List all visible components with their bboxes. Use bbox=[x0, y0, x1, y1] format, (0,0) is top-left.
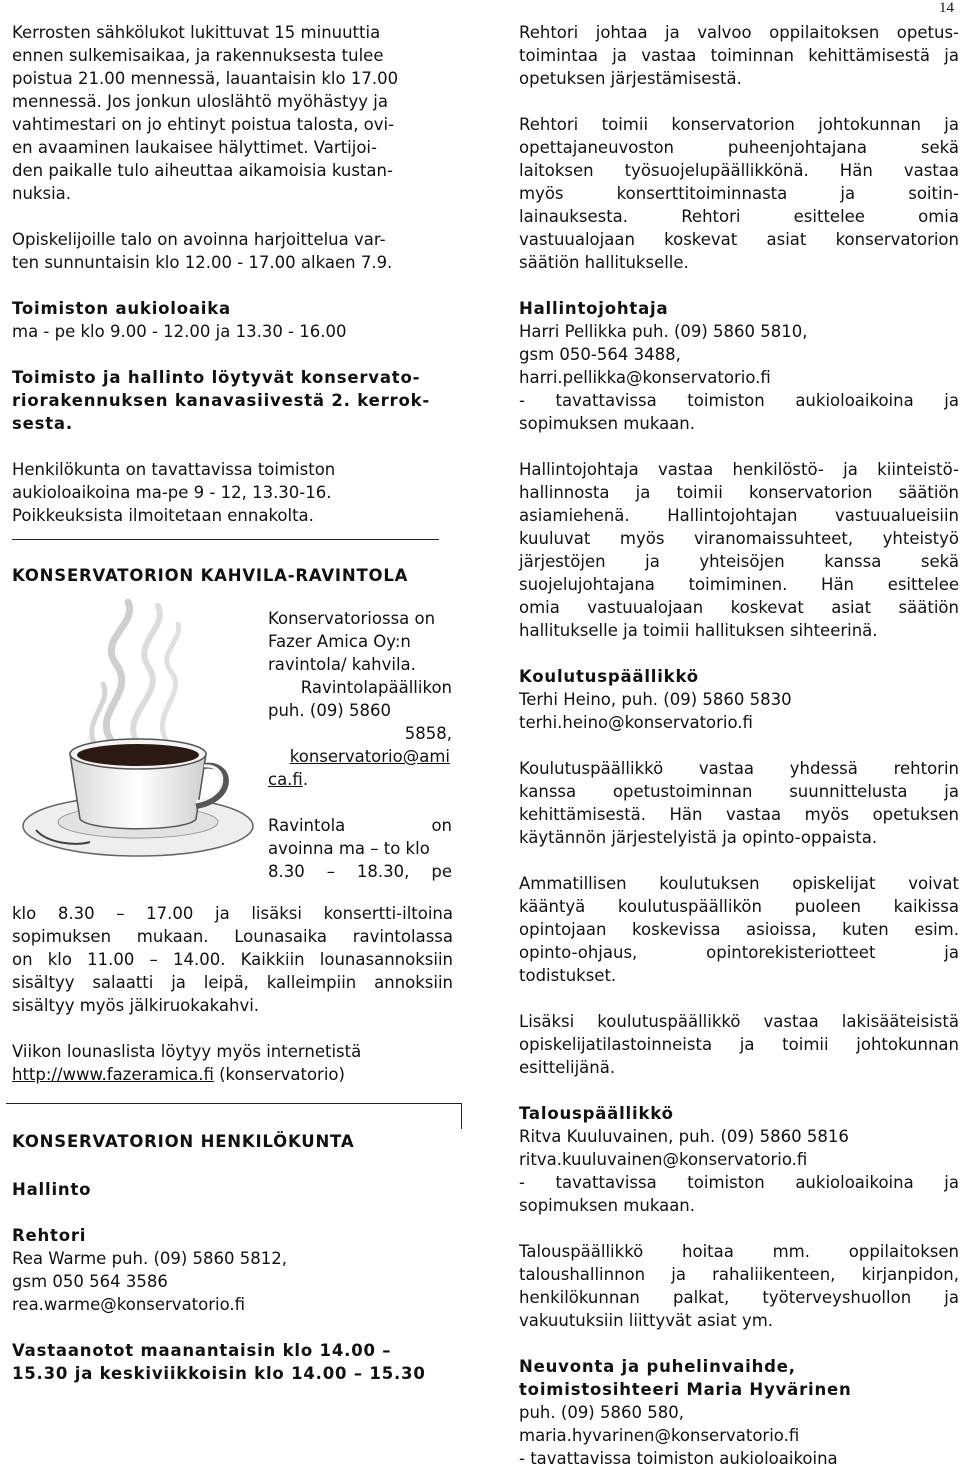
office-location-paragraph bbox=[12, 366, 453, 435]
text-line: klo 8.30 – 17.00 ja lisäksi konsertti-iltoina bbox=[12, 904, 453, 923]
text-line: Harri Pellikka puh. (09) 5860 5810, bbox=[519, 322, 808, 341]
text-line: harri.pellikka@konservatorio.fi bbox=[519, 368, 771, 387]
cafe-hours-paragraph bbox=[12, 902, 453, 1086]
text-line: toimintaa ja vastaa toiminnan kehittämisestä ja bbox=[519, 46, 959, 65]
text-line: opettajaneuvoston puheenjohtajana sekä bbox=[519, 138, 959, 157]
text-line: - tavattavissa toimiston aukioloaikoina bbox=[519, 1449, 838, 1468]
text-line: gsm 050 564 3586 bbox=[12, 1272, 168, 1291]
finance-manager-heading: Talouspäällikkö bbox=[519, 1104, 674, 1123]
building-lock-paragraph bbox=[12, 21, 453, 205]
cafe-email-link[interactable]: ca.fi bbox=[268, 770, 303, 789]
text-line: aukioloaikoina ma-pe 9 - 12, 13.30-16. bbox=[12, 483, 332, 502]
rector-board-description bbox=[519, 113, 959, 274]
text-line: Lisäksi koulutuspäällikkö vastaa lakisääteisistä bbox=[519, 1012, 959, 1031]
cafe-email-link[interactable]: konservatorio@ami bbox=[289, 747, 450, 766]
text-line: opiskelijatilastoinneista ja toimii johtokunnan bbox=[519, 1035, 959, 1054]
text-line: Poikkeuksista ilmoitetaan ennakolta. bbox=[12, 506, 314, 525]
text-line: terhi.heino@konservatorio.fi bbox=[519, 713, 753, 732]
text-line: hallinnosta ja toimii konservatorion säätiön bbox=[519, 483, 959, 502]
staff-section bbox=[12, 1130, 453, 1385]
text-span: Konservatoriossa on bbox=[268, 609, 436, 628]
text-line: Ravintolapäällikon bbox=[300, 678, 452, 697]
finance-description bbox=[519, 1240, 959, 1332]
staff-availability-paragraph bbox=[12, 458, 453, 527]
text-line: nuksia. bbox=[12, 184, 72, 203]
text-line: Rehtori johtaa ja valvoo oppilaitoksen opetus- bbox=[519, 23, 959, 42]
text-line: taloushallinnon ja rahaliikenteen, kirjanpidon, bbox=[519, 1265, 959, 1284]
section-box-top bbox=[6, 1103, 462, 1104]
cafe-info bbox=[268, 607, 452, 883]
office-hours-text: ma - pe klo 9.00 - 12.00 ja 13.30 - 16.00 bbox=[12, 322, 347, 341]
text-line: Opiskelijoille talo on avoinna harjoittelua var- bbox=[12, 230, 386, 249]
text-line: gsm 050-564 3488, bbox=[519, 345, 681, 364]
text-line: 8.30 – 18.30, pe bbox=[268, 862, 452, 881]
text-line: riorakennuksen kanavasiivestä 2. kerrok- bbox=[12, 391, 431, 410]
admin-director-description bbox=[519, 458, 959, 642]
text-line: puh. (09) 5860 bbox=[268, 701, 391, 720]
text-line: poistua 21.00 mennessä, lauantaisin klo 17.00 bbox=[12, 69, 399, 88]
text-line: - tavattavissa toimiston aukioloaikoina ja bbox=[519, 1173, 959, 1192]
text-line: vakuutuksiin liittyvät asiat ym. bbox=[519, 1311, 774, 1330]
text-line: on klo 11.00 – 14.00. Kaikkiin lounasannoksiin bbox=[12, 950, 453, 969]
education-manager-heading: Koulutuspäällikkö bbox=[519, 667, 699, 686]
rector-heading: Rehtori bbox=[12, 1226, 87, 1245]
text-line: opintojaan koskevissa asioissa, kuten esim. bbox=[519, 920, 959, 939]
text-line: Kerrosten sähkölukot lukittuvat 15 minuuttia bbox=[12, 23, 381, 42]
right-column bbox=[519, 21, 959, 1470]
text-line: lainauksesta. Rehtori esittelee omia bbox=[519, 207, 959, 226]
left-column bbox=[12, 21, 453, 527]
office-hours-heading: Toimiston aukioloaika bbox=[12, 299, 231, 318]
text-line: käytännön järjestelyistä ja opinto-oppaista. bbox=[519, 828, 878, 847]
text-line: järjestöjen ja yhteisöjen kanssa sekä bbox=[519, 552, 959, 571]
text-line: omia vastuualojaan koskevat asiat säätiön bbox=[519, 598, 959, 617]
text-line: ten sunnuntaisin klo 12.00 - 17.00 alkaen 7.9. bbox=[12, 253, 393, 272]
text-line: puh. (09) 5860 580, bbox=[519, 1403, 684, 1422]
text-line: opetuksen järjestämisestä. bbox=[519, 69, 742, 88]
text-line: henkilökunnan palkat, työterveyshuollon ja bbox=[519, 1288, 959, 1307]
text-line: sopimuksen mukaan. bbox=[519, 1196, 696, 1215]
text-line: 15.30 ja keskiviikkoisin klo 14.00 – 15.30 bbox=[12, 1364, 426, 1383]
text-line: Fazer Amica Oy:n bbox=[268, 632, 411, 651]
cafe-heading: KONSERVATORION KAHVILA-RAVINTOLA bbox=[12, 566, 409, 585]
text-line: säätiön hallitukselle. bbox=[519, 253, 689, 272]
text-line: Ritva Kuuluvainen, puh. (09) 5860 5816 bbox=[519, 1127, 849, 1146]
text-line: myös konserttitoiminnasta ja soitin- bbox=[519, 184, 959, 203]
admin-director-heading: Hallintojohtaja bbox=[519, 299, 669, 318]
staff-heading: KONSERVATORION HENKILÖKUNTA bbox=[12, 1132, 355, 1151]
menu-text: Viikon lounaslista löytyy myös internetistä bbox=[12, 1042, 362, 1061]
text-span: (konservatorio) bbox=[213, 1065, 345, 1084]
fazeramica-link[interactable]: http://www.fazeramica.fi bbox=[12, 1065, 214, 1084]
text-line: kääntyä koulutuspäällikön puoleen kaikissa bbox=[519, 897, 959, 916]
text-line: asiamiehenä. Hallintojohtajan vastuualueisiin bbox=[519, 506, 959, 525]
text-line: 5858, bbox=[404, 724, 452, 743]
text-line: Terhi Heino, puh. (09) 5860 5830 bbox=[519, 690, 792, 709]
section-divider bbox=[12, 539, 439, 540]
text-line: esittelijänä. bbox=[519, 1058, 616, 1077]
text-line: sisältyy myös jälkiruokakahvi. bbox=[12, 996, 260, 1015]
text-line: kanssa opetustoiminnan suunnittelusta ja bbox=[519, 782, 959, 801]
text-line: sesta. bbox=[12, 414, 73, 433]
text-line bbox=[268, 607, 452, 630]
text-line: Rea Warme puh. (09) 5860 5812, bbox=[12, 1249, 288, 1268]
text-line: ennen sulkemisaikaa, ja rakennuksesta tulee bbox=[12, 46, 384, 65]
text-line: Toimisto ja hallinto löytyvät konservato- bbox=[12, 368, 421, 387]
page-number: 14 bbox=[939, 0, 954, 16]
section-box-side bbox=[461, 1103, 462, 1129]
practice-hours-paragraph bbox=[12, 228, 453, 274]
text-line: avoinna ma – to klo bbox=[268, 839, 430, 858]
text-span: . bbox=[302, 770, 309, 789]
text-line: maria.hyvarinen@konservatorio.fi bbox=[519, 1426, 800, 1445]
text-line: sopimuksen mukaan. Lounasaika ravintolassa bbox=[12, 927, 453, 946]
education-description-1 bbox=[519, 757, 959, 849]
education-description-2 bbox=[519, 872, 959, 987]
text-line: den paikalle tulo aiheuttaa aikamoisia kustan- bbox=[12, 161, 393, 180]
text-line: todistukset. bbox=[519, 966, 617, 985]
text-line: suojelujohtajana toimiminen. Hän esittelee bbox=[519, 575, 959, 594]
text-line: kehittämisestä. Hän vastaa myös opetuksen bbox=[519, 805, 959, 824]
text-line: mennessä. Jos jonkun uloslähtö myöhästyy ja bbox=[12, 92, 388, 111]
text-line: vahtimestari on jo ehtinyt poistua talosta, ovi- bbox=[12, 115, 395, 134]
text-line: vastuualojaan koskevat asiat konservatorion bbox=[519, 230, 959, 249]
text-line: ritva.kuuluvainen@konservatorio.fi bbox=[519, 1150, 808, 1169]
text-line: - tavattavissa toimiston aukioloaikoina ja bbox=[519, 391, 959, 410]
text-line: Talouspäällikkö hoitaa mm. oppilaitoksen bbox=[519, 1242, 959, 1261]
rector-description bbox=[519, 21, 959, 90]
text-line: kuuluvat myös viranomaissuhteet, yhteistyö bbox=[519, 529, 959, 548]
info-desk-heading: toimistosihteeri Maria Hyvärinen bbox=[519, 1380, 852, 1399]
text-line: Rehtori toimii konservatorion johtokunnan ja bbox=[519, 115, 959, 134]
admin-heading: Hallinto bbox=[12, 1180, 92, 1199]
text-line: ravintola/ kahvila. bbox=[268, 655, 416, 674]
text-line: Koulutuspäällikkö vastaa yhdessä rehtorin bbox=[519, 759, 959, 778]
education-description-3 bbox=[519, 1010, 959, 1079]
text-line: opinto-ohjaus, opintorekisteriotteet ja bbox=[519, 943, 959, 962]
text-line: hallitukselle ja toimii hallituksen sihteerinä. bbox=[519, 621, 878, 640]
text-line: Vastaanotot maanantaisin klo 14.00 – bbox=[12, 1341, 392, 1360]
coffee-cup-illustration bbox=[18, 594, 262, 864]
text-line: sopimuksen mukaan. bbox=[519, 414, 696, 433]
text-line: rea.warme@konservatorio.fi bbox=[12, 1295, 246, 1314]
text-line: en avaaminen laukaisee hälyttimet. Vartijoi- bbox=[12, 138, 377, 157]
text-line: Ammatillisen koulutuksen opiskelijat voivat bbox=[519, 874, 959, 893]
info-desk-heading: Neuvonta ja puhelinvaihde, bbox=[519, 1357, 796, 1376]
text-line: sisältyy salaatti ja leipä, kalleimpiin annoksiin bbox=[12, 973, 453, 992]
text-line: Hallintojohtaja vastaa henkilöstö- ja kiinteistö- bbox=[519, 460, 959, 479]
text-line: laitoksen työsuojelupäällikkönä. Hän vastaa bbox=[519, 161, 959, 180]
text-line: Ravintola on bbox=[268, 816, 452, 835]
text-line: Henkilökunta on tavattavissa toimiston bbox=[12, 460, 336, 479]
